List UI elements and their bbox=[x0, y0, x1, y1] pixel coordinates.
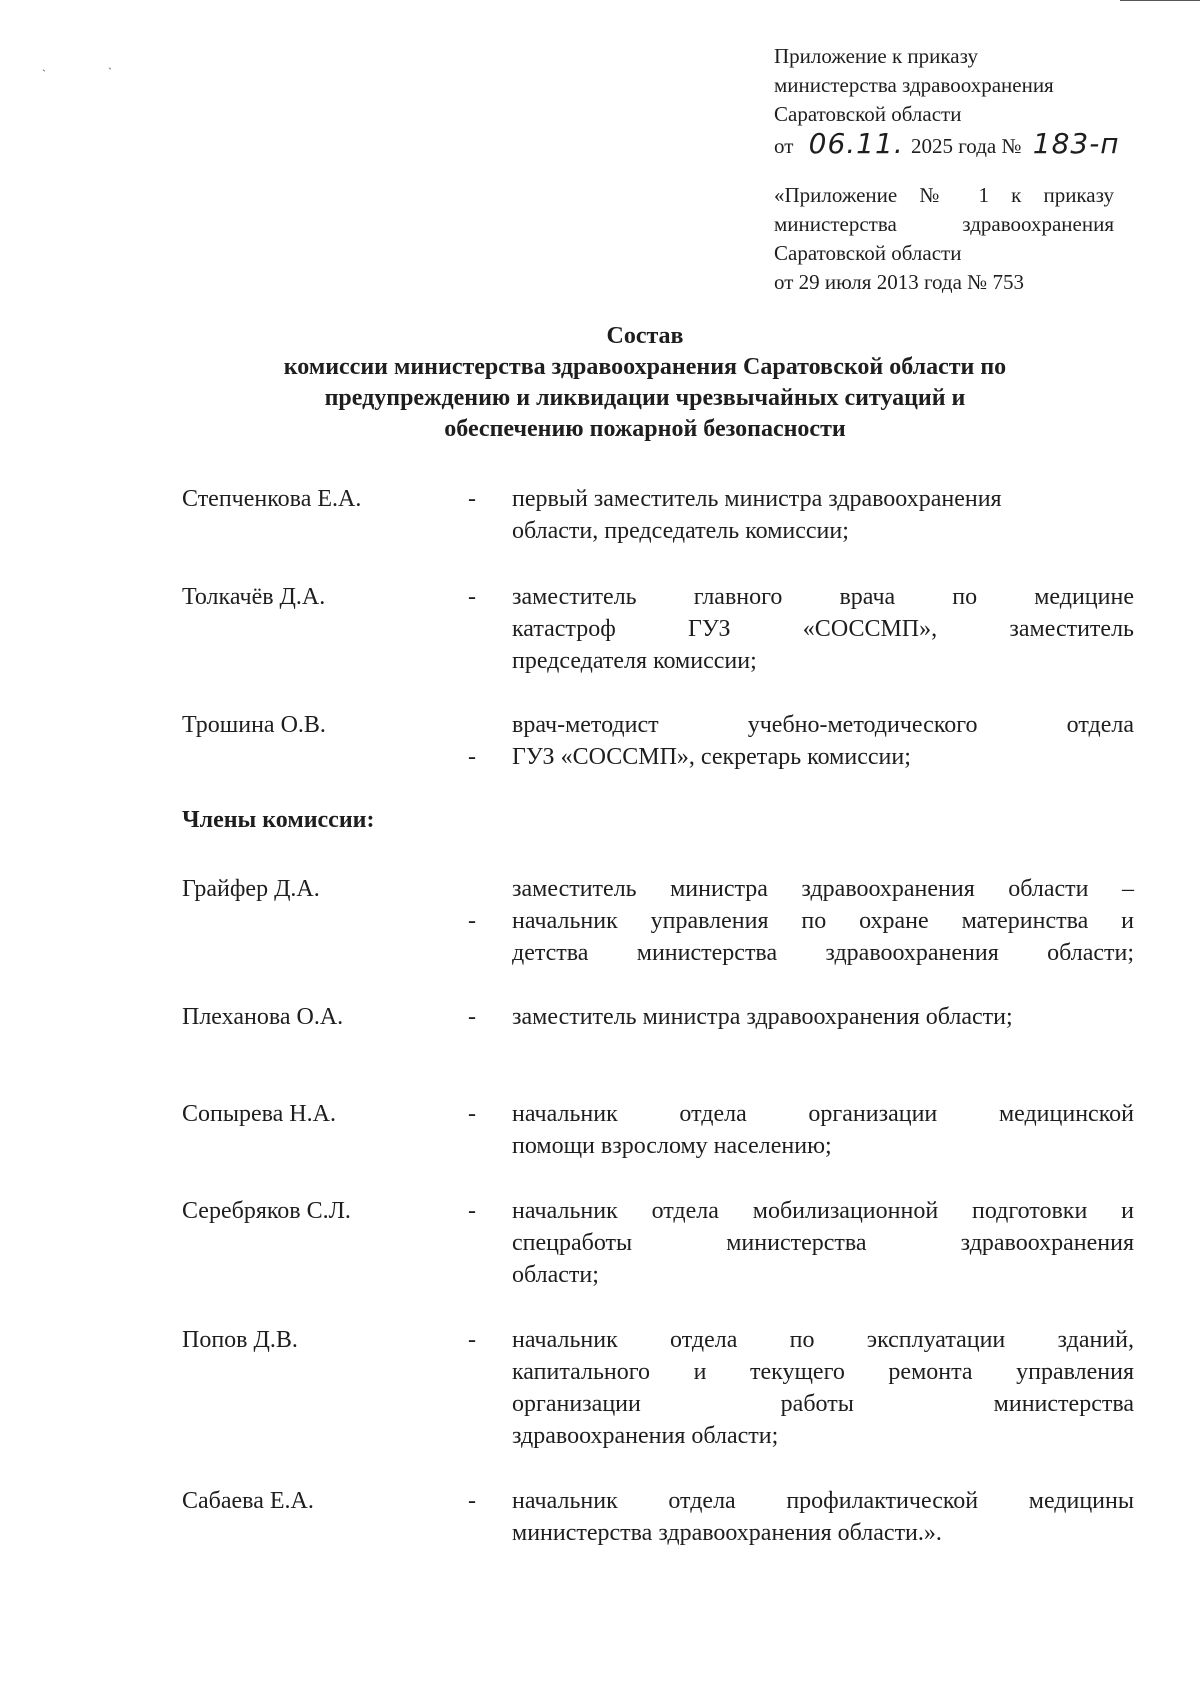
member-name: Сопырева Н.А. bbox=[182, 1101, 336, 1127]
handwritten-date: 06.11. bbox=[808, 127, 904, 160]
role-line: капитального и текущего ремонта управления bbox=[512, 1359, 1134, 1385]
member-role bbox=[512, 873, 1134, 969]
separator-dash: - bbox=[468, 744, 476, 770]
separator-dash: - bbox=[468, 1101, 476, 1127]
role-line: организации работы министерства bbox=[512, 1391, 1134, 1417]
separator-dash: - bbox=[468, 1004, 476, 1030]
appendix-line: Саратовской области bbox=[774, 102, 962, 126]
separator-dash: - bbox=[468, 1327, 476, 1353]
role-line: здравоохранения области; bbox=[512, 1423, 779, 1449]
role-line: начальник отдела мобилизационной подготовки и bbox=[512, 1198, 1134, 1224]
appendix-date-line bbox=[774, 127, 1120, 161]
title-line: комиссии министерства здравоохранения Саратовской области по bbox=[283, 354, 1007, 380]
member-role bbox=[512, 1324, 1134, 1452]
appendix-line: Саратовской области bbox=[774, 241, 962, 265]
member-name: Трошина О.В. bbox=[182, 712, 326, 738]
member-role bbox=[512, 1485, 1134, 1549]
role-line: первый заместитель министра здравоохранения bbox=[512, 486, 1002, 512]
appendix-block bbox=[774, 42, 1120, 161]
appendix-line: от 29 июля 2013 года № 753 bbox=[774, 270, 1024, 294]
separator-dash: - bbox=[468, 1198, 476, 1224]
role-line: области, председатель комиссии; bbox=[512, 518, 849, 544]
role-line: заместитель министра здравоохранения области – bbox=[512, 876, 1134, 902]
member-name: Грайфер Д.А. bbox=[182, 876, 320, 902]
original-appendix-block bbox=[774, 181, 1114, 297]
member-role bbox=[512, 1195, 1134, 1291]
member-name: Плеханова О.А. bbox=[182, 1004, 344, 1030]
role-line: начальник отдела организации медицинской bbox=[512, 1101, 1134, 1127]
role-line: заместитель министра здравоохранения области; bbox=[512, 1004, 1013, 1030]
separator-dash: - bbox=[468, 486, 476, 512]
role-line: ГУЗ «СОССМП», секретарь комиссии; bbox=[512, 744, 911, 770]
member-role bbox=[512, 1098, 1134, 1162]
separator-dash: - bbox=[468, 1488, 476, 1514]
member-role bbox=[512, 709, 1134, 773]
separator-dash: - bbox=[468, 908, 476, 934]
members-heading: Члены комиссии: bbox=[182, 807, 375, 833]
member-name: Степченкова Е.А. bbox=[182, 486, 362, 512]
appendix-line: Приложение к приказу bbox=[774, 44, 978, 68]
role-line: председателя комиссии; bbox=[512, 648, 757, 674]
appendix-line: «Приложение № 1 к приказу bbox=[774, 183, 1114, 207]
appendix-line: министерства здравоохранения bbox=[774, 212, 1114, 236]
role-line: помощи взрослому населению; bbox=[512, 1133, 832, 1159]
title-line: обеспечению пожарной безопасности bbox=[444, 416, 846, 442]
document-title bbox=[120, 321, 1170, 445]
role-line: заместитель главного врача по медицине bbox=[512, 584, 1134, 610]
role-line: начальник отдела профилактической медицины bbox=[512, 1488, 1134, 1514]
title-line: Состав bbox=[606, 323, 684, 349]
member-name: Сабаева Е.А. bbox=[182, 1488, 314, 1514]
role-line: начальник управления по охране материнства и bbox=[512, 908, 1134, 934]
role-line: министерства здравоохранения области.». bbox=[512, 1520, 942, 1546]
date-prefix: от bbox=[774, 134, 794, 158]
role-line: катастроф ГУЗ «СОССМП», заместитель bbox=[512, 616, 1134, 642]
scan-edge-line bbox=[1120, 0, 1200, 1]
member-role bbox=[512, 581, 1134, 677]
member-role bbox=[512, 483, 1134, 547]
role-line: начальник отдела по эксплуатации зданий, bbox=[512, 1327, 1134, 1353]
member-name: Толкачёв Д.А. bbox=[182, 584, 326, 610]
role-line: области; bbox=[512, 1262, 599, 1288]
role-line: спецработы министерства здравоохранения bbox=[512, 1230, 1134, 1256]
title-line: предупреждению и ликвидации чрезвычайных ситуаций и bbox=[324, 385, 966, 411]
member-name: Серебряков С.Л. bbox=[182, 1198, 351, 1224]
role-line: врач-методист учебно-методического отдела bbox=[512, 712, 1134, 738]
role-line: детства министерства здравоохранения области; bbox=[512, 940, 1134, 966]
handwritten-number: 183-п bbox=[1032, 127, 1120, 160]
appendix-line: министерства здравоохранения bbox=[774, 73, 1054, 97]
member-role bbox=[512, 1001, 1134, 1033]
separator-dash: - bbox=[468, 584, 476, 610]
date-year: 2025 года № bbox=[910, 134, 1022, 158]
member-name: Попов Д.В. bbox=[182, 1327, 298, 1353]
document-page: ˎ ˎ Приложение к приказу министерства здравоохранения Саратовской области от 06.11. 2025 года № 183-п «Приложение № 1 к приказу министерства здравоохранения Саратовской области от 29 июля 2013 года № 753 Состав комиссии министерства здравоохранения Саратовской области по предупреждению и ликвидации чрезвычайных ситуаций и обеспечению пожарной безопасности Степченкова Е.А. - первый заместитель министра здравоохранения области, председатель комиссии; Толкачёв Д.А. - заместитель главного врача по медицине катастроф ГУЗ «СОССМП», заместитель председателя комиссии; Трошина О.В. - врач-методист учебно-методического отдела ГУЗ «СОССМП», секретарь комиссии; Члены комиссии: Грайфер Д.А. - заместитель министра здравоохранения области – начальник управления по охране материнства и детства министерства здравоохранения области; Плеханова О.А. - заместитель министра здравоохранения области; Сопырева Н.А. - начальник отдела организации медицинской помощи взрослому населению; Серебряков С.Л. - начальник отдела мобилизационной подготовки и спецработы министерства здравоохранения области; Попов Д.В. - начальник отдела по эксплуатации зданий, капитального и текущего ремонта управления организации работы министерства здравоохранения области; Сабаева Е.А. - начальник отдела профилактической медицины министерства здравоохранения области.». bbox=[0, 0, 1200, 1695]
